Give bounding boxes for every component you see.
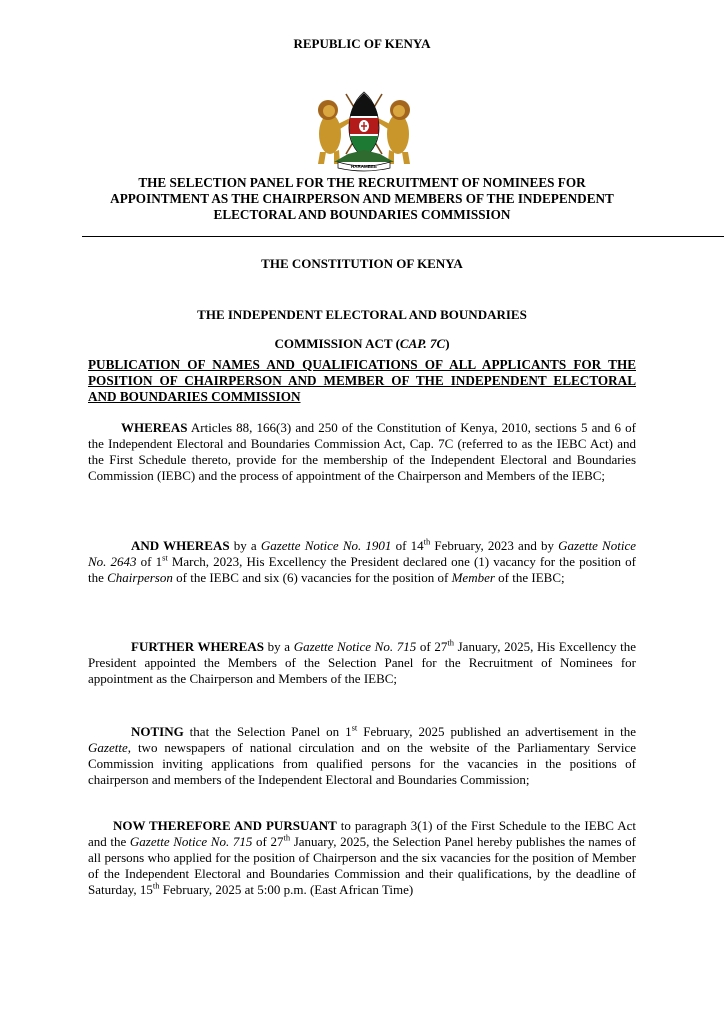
- paragraph-further-whereas: FURTHER WHEREAS by a Gazette Notice No. 715 of 27th January, 2025, His Excellency the President appointed the Members of the Selection Panel for the Recruitment of Nominees for appointment as the Chairperson and Members of the IEBC;: [88, 637, 636, 686]
- paragraph-lead: AND WHEREAS: [131, 538, 230, 553]
- paragraph-lead: NOW THEREFORE AND PURSUANT: [113, 818, 337, 833]
- left-lion-icon: [318, 100, 351, 164]
- paragraph-noting: NOTING that the Selection Panel on 1st February, 2025 published an advertisement in the Gazette, two newspapers of national circulation and on the website of the Parliamentary Service Commission inviting applications from qualified persons for the vacancies in the positions of chairperson and members of the Independent Electoral and Boundaries Commission;: [88, 722, 636, 787]
- publication-heading: PUBLICATION OF NAMES AND QUALIFICATIONS OF ALL APPLICANTS FOR THE POSITION OF CHAIRPERSON AND MEMBER OF THE INDEPENDENT ELECTORAL AND BOUNDARIES COMMISSION: [88, 357, 636, 404]
- act-cap-number: CAP. 7C: [399, 336, 446, 351]
- shield-icon: [349, 92, 379, 158]
- coat-of-arms-icon: [308, 88, 420, 172]
- paragraph-and-whereas: AND WHEREAS by a Gazette Notice No. 1901 of 14th February, 2023 and by Gazette Notice No. 2643 of 1st March, 2023, His Excellency the President declared one (1) vacancy for the position of the Chairperson of the IEBC and six (6) vacancies for the position of Member of the IEBC;: [88, 536, 636, 585]
- paragraph-lead: FURTHER WHEREAS: [131, 639, 264, 654]
- act-heading-line1: THE INDEPENDENT ELECTORAL AND BOUNDARIES: [197, 307, 527, 322]
- act-heading-line2: COMMISSION ACT (CAP. 7C): [274, 336, 450, 351]
- header-country: REPUBLIC OF KENYA: [293, 36, 431, 51]
- panel-title: THE SELECTION PANEL FOR THE RECRUITMENT OF NOMINEES FOR APPOINTMENT AS THE CHAIRPERSON AND MEMBERS OF THE INDEPENDENT ELECTORAL AND BOUNDARIES COMMISSION: [110, 175, 614, 222]
- motto-text: HARAMBEE: [350, 164, 378, 169]
- paragraph-whereas: WHEREAS Articles 88, 166(3) and 250 of the Constitution of Kenya, 2010, sections 5 and 6 of the Independent Electoral and Boundaries Commission Act, Cap. 7C (referred to as the IEBC Act) and the First Schedule thereto, provide for the membership of the Independent Electoral and Boundaries Commission (IEBC) and the process of appointment of the Chairperson and Members of the IEBC;: [88, 420, 636, 483]
- paragraph-now-therefore: NOW THEREFORE AND PURSUANT to paragraph 3(1) of the First Schedule to the IEBC Act and the Gazette Notice No. 715 of 27th January, 2025, the Selection Panel hereby publishes the names of all persons who applied for the position of Chairperson and the six vacancies for the position of Member of the Independent Electoral and Boundaries Commission and their qualifications, by the deadline of Saturday, 15th February, 2025 at 5:00 p.m. (East African Time): [88, 818, 636, 897]
- paragraph-lead: WHEREAS: [121, 420, 188, 435]
- horizontal-rule: [82, 236, 724, 237]
- right-lion-icon: [377, 100, 410, 164]
- constitution-heading: THE CONSTITUTION OF KENYA: [261, 256, 463, 271]
- paragraph-lead: NOTING: [131, 724, 184, 739]
